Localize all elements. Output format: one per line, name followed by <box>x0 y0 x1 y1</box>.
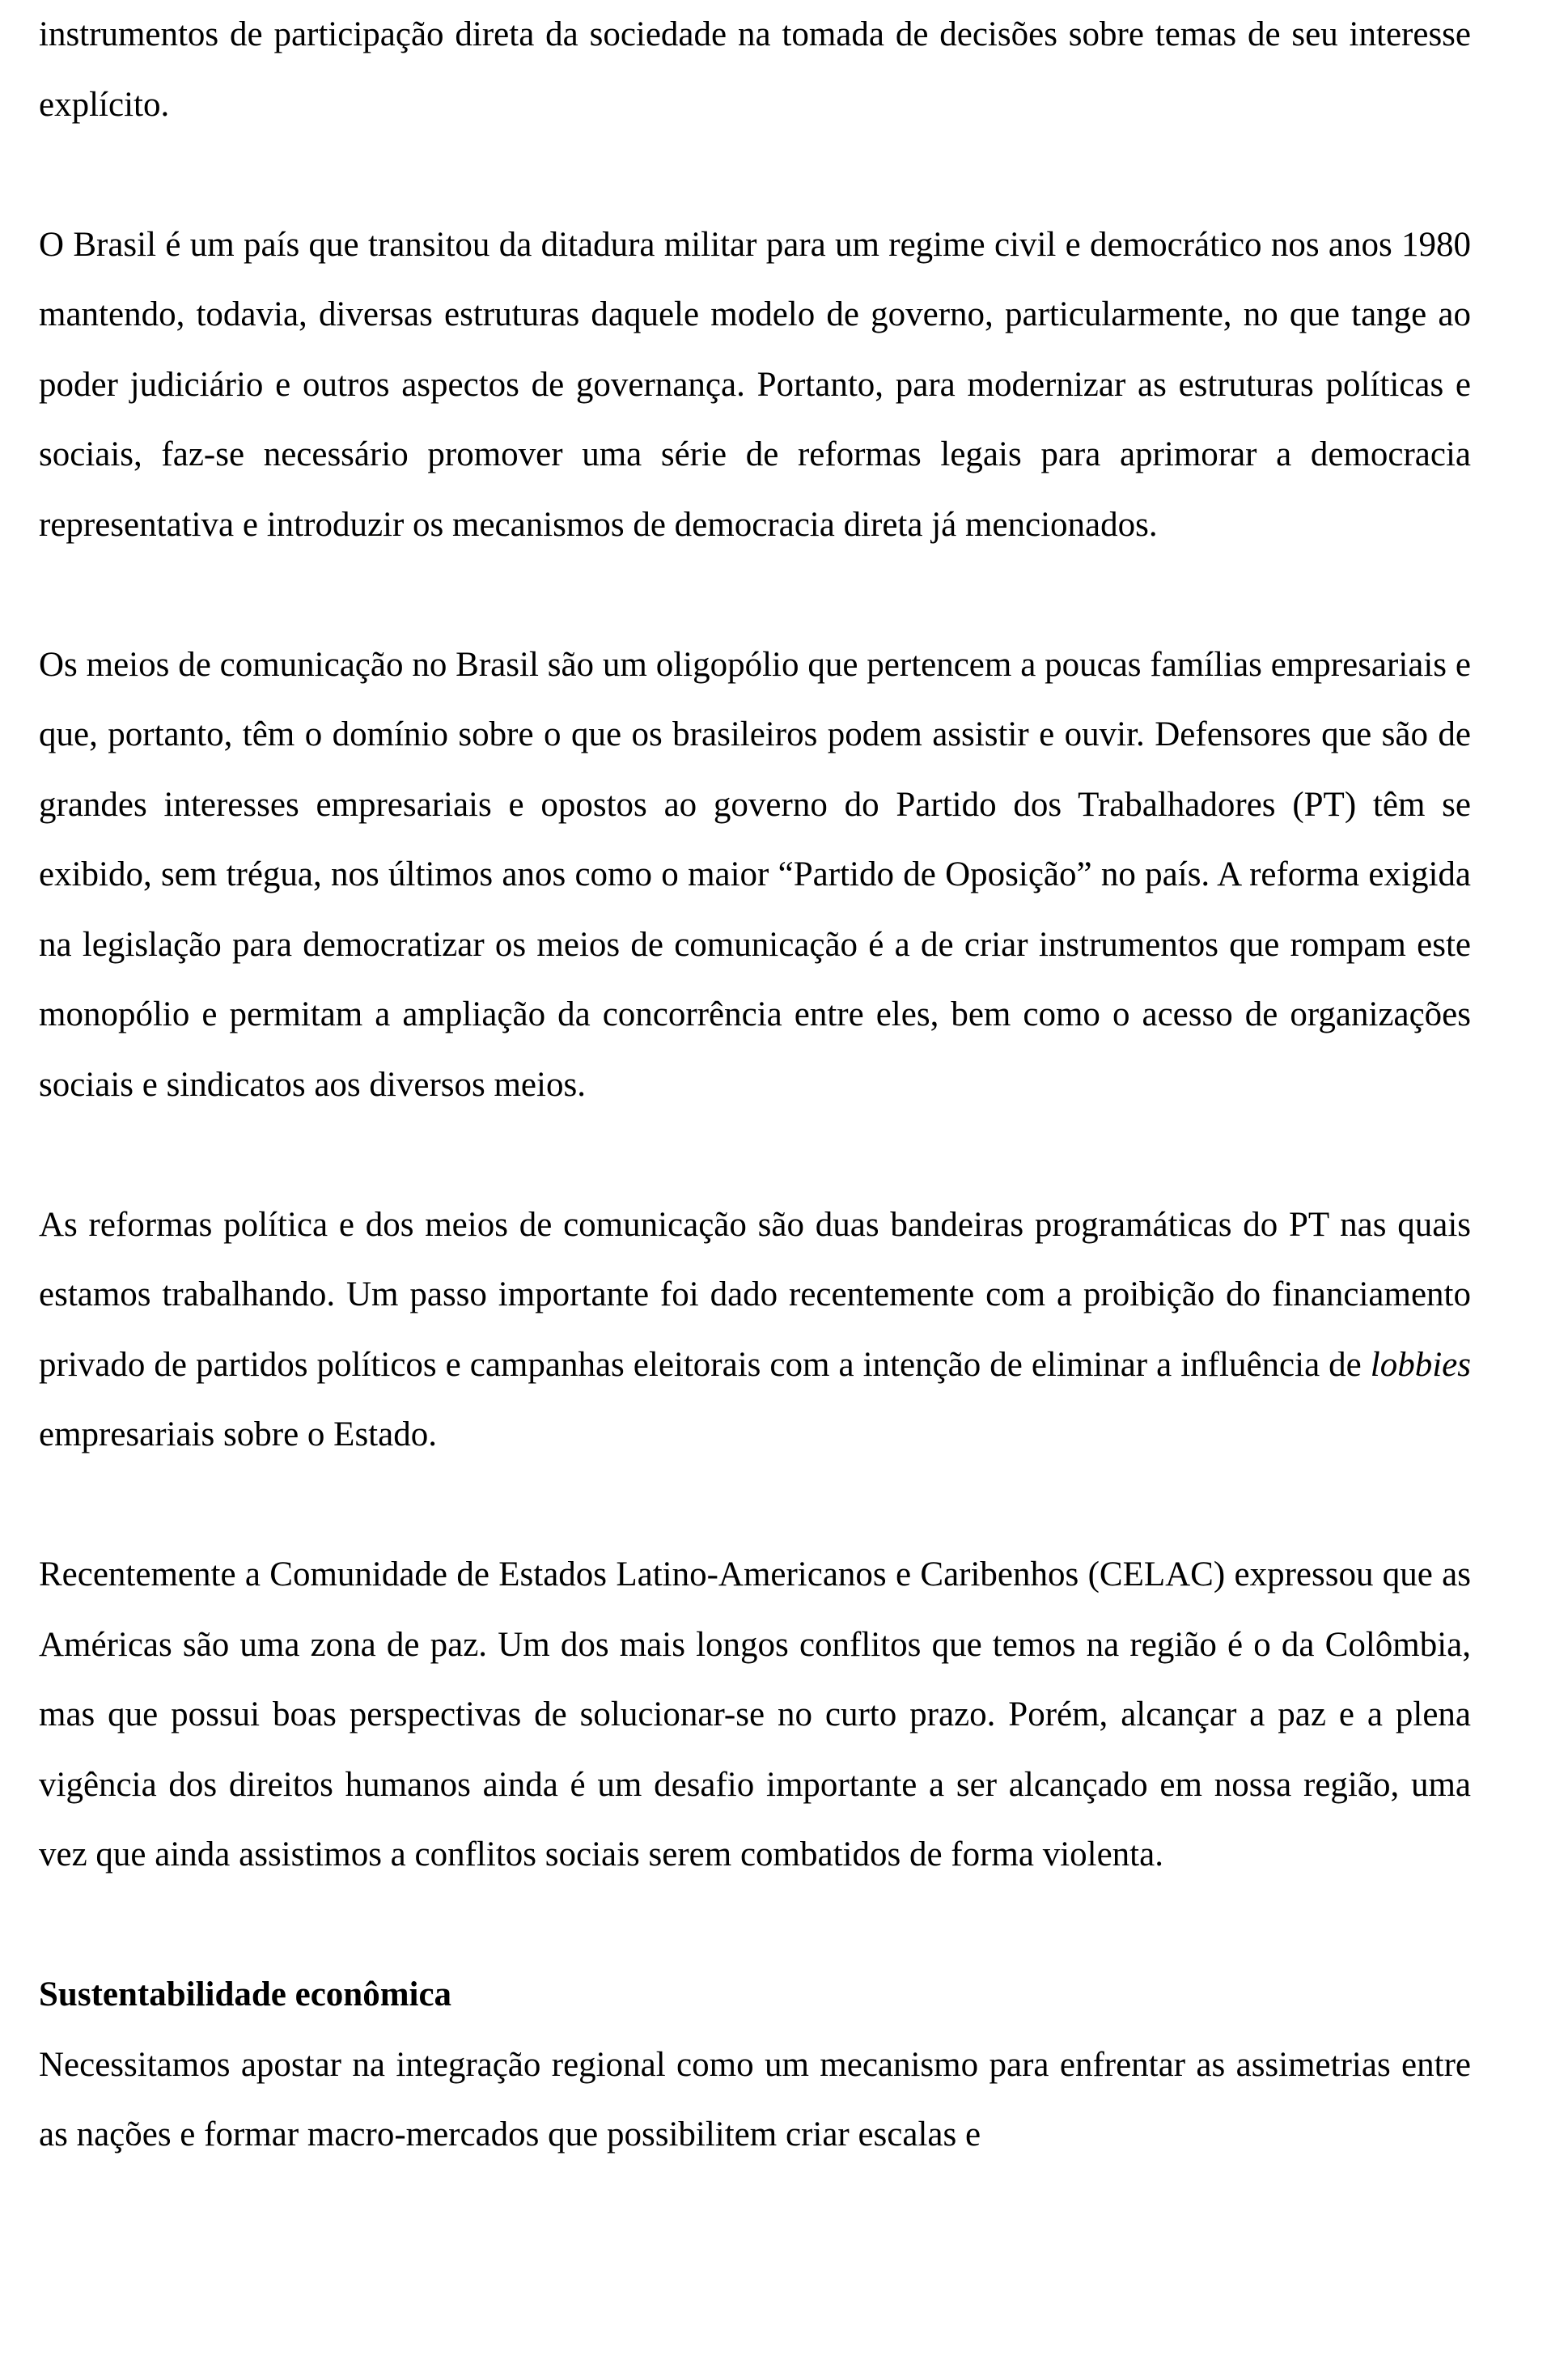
paragraph-2: O Brasil é um país que transitou da ditadura militar para um regime civil e democrático nos anos 1980 mantendo, todavia, diversas estruturas daquele modelo de governo, particularmente, no que tange ao poder judiciário e outros aspectos de governança. Portanto, para modernizar as estruturas políticas e sociais, faz-se necessário promover uma série de reformas legais para aprimorar a democracia representativa e introduzir os mecanismos de democracia direta já mencionados. <box>39 225 1471 544</box>
document-page <box>39 0 1471 2170</box>
paragraph-4-italic: lobbies <box>1370 1345 1471 1384</box>
paragraph-4-text-before: As reformas política e dos meios de comunicação são duas bandeiras programáticas do PT nas quais estamos trabalhando. Um passo importante foi dado recentemente com a proibição do financiamento privado de partidos políticos e campanhas eleitorais com a intenção de eliminar a influência de <box>39 1205 1471 1384</box>
paragraph-6: Necessitamos apostar na integração regional como um mecanismo para enfrentar as assimetrias entre as nações e formar macro-mercados que possibilitem criar escalas e <box>39 2045 1471 2153</box>
paragraph-3: Os meios de comunicação no Brasil são um oligopólio que pertencem a poucas famílias empresariais e que, portanto, têm o domínio sobre o que os brasileiros podem assistir e ouvir. Defensores que são de grandes interesses empresariais e opostos ao governo do Partido dos Trabalhadores (PT) têm se exibido, sem trégua, nos últimos anos como o maior “Partido de Oposição” no país. A reforma exigida na legislação para democratizar os meios de comunicação é a de criar instrumentos que rompam este monopólio e permitam a ampliação da concorrência entre eles, bem como o acesso de organizações sociais e sindicatos aos diversos meios. <box>39 645 1471 1104</box>
paragraph-1: instrumentos de participação direta da sociedade na tomada de decisões sobre temas de seu interesse explícito. <box>39 15 1471 124</box>
section-heading: Sustentabilidade econômica <box>39 1975 452 2013</box>
paragraph-4 <box>39 1190 1471 1470</box>
paragraph-5: Recentemente a Comunidade de Estados Latino-Americanos e Caribenhos (CELAC) expressou que as Américas são uma zona de paz. Um dos mais longos conflitos que temos na região é o da Colômbia, mas que possui boas perspectivas de solucionar-se no curto prazo. Porém, alcançar a paz e a plena vigência dos direitos humanos ainda é um desafio importante a ser alcançado em nossa região, uma vez que ainda assistimos a conflitos sociais serem combatidos de forma violenta. <box>39 1555 1471 1873</box>
paragraph-4-text-after: empresariais sobre o Estado. <box>39 1415 437 1453</box>
